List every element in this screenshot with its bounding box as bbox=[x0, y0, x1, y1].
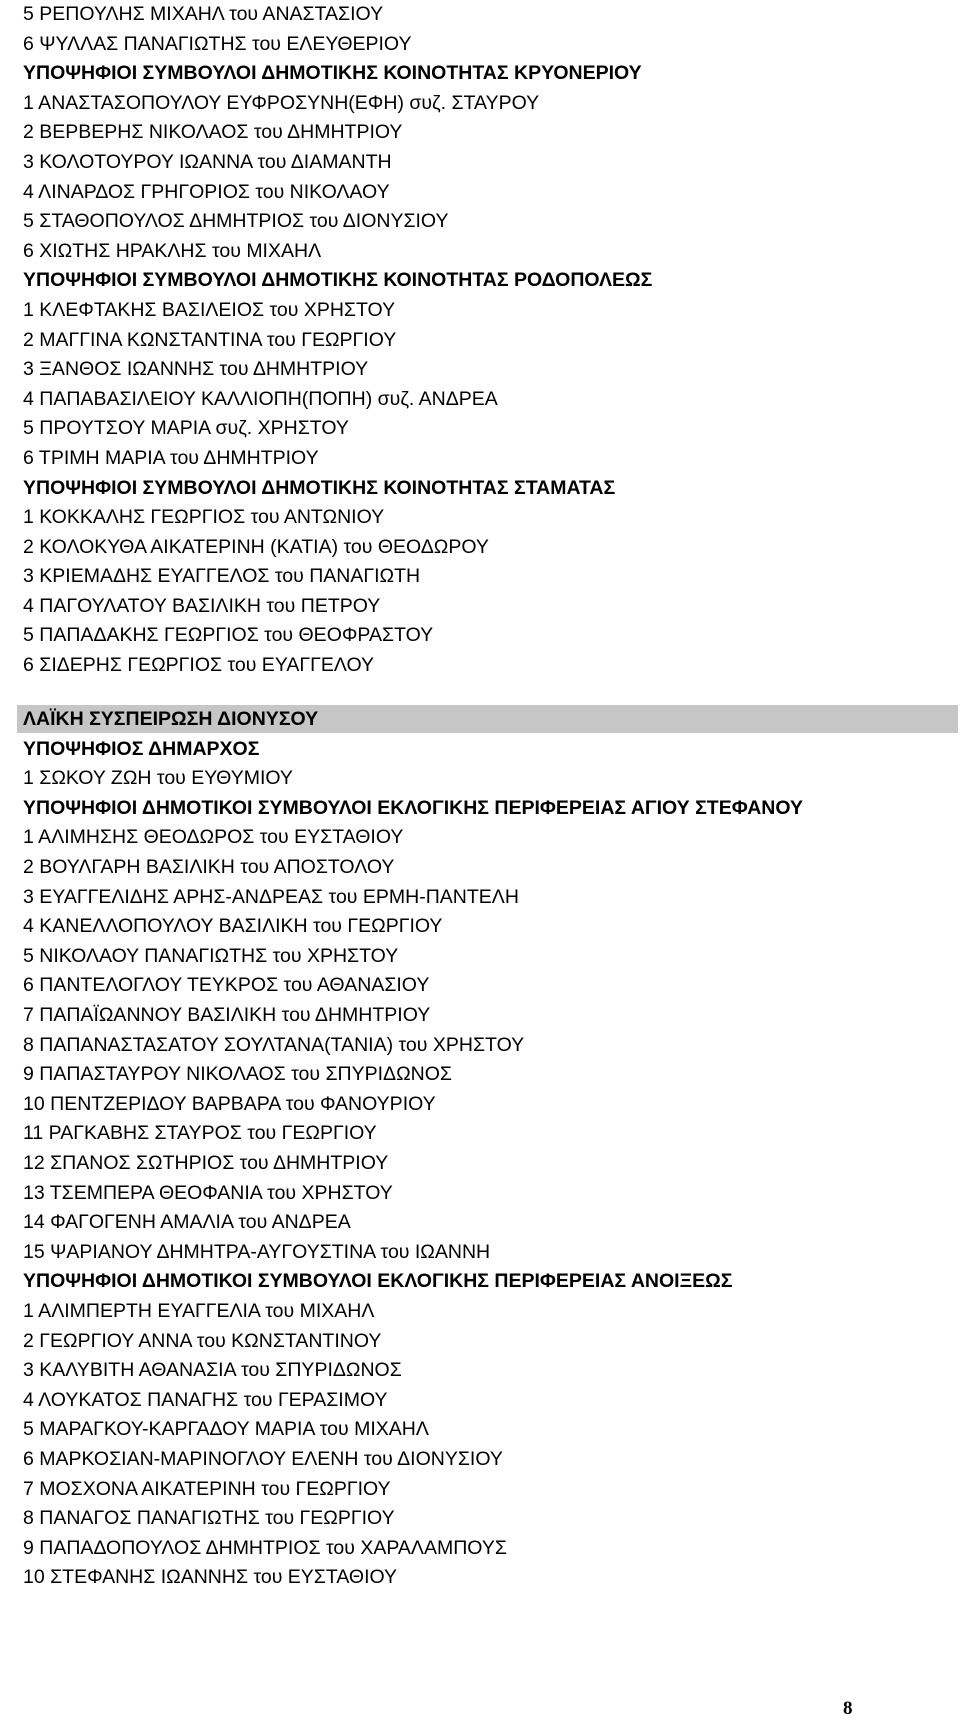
candidate-item: 14 ΦΑΓΟΓΕΝΗ ΑΜΑΛΙΑ του ΑΝΔΡΕΑ bbox=[23, 1211, 351, 1234]
candidate-item: 5 ΠΑΠΑΔΑΚΗΣ ΓΕΩΡΓΙΟΣ του ΘΕΟΦΡΑΣΤΟΥ bbox=[23, 624, 434, 647]
candidate-item: 1 ΑΛΙΜΠΕΡΤΗ ΕΥΑΓΓΕΛΙΑ του ΜΙΧΑΗΛ bbox=[23, 1299, 375, 1322]
candidate-item: 3 ΚΟΛΟΤΟΥΡΟΥ ΙΩΑΝΝΑ του ΔΙΑΜΑΝΤΗ bbox=[23, 150, 392, 173]
candidate-list-bottom bbox=[23, 735, 933, 1593]
candidate-item: 9 ΠΑΠΑΔΟΠΟΥΛΟΣ ΔΗΜΗΤΡΙΟΣ του ΧΑΡΑΛΑΜΠΟΥΣ bbox=[23, 1536, 507, 1559]
party-banner: ΛΑΪΚΗ ΣΥΣΠΕΙΡΩΣΗ ΔΙΟΝΥΣΟΥ bbox=[17, 705, 958, 733]
candidate-item: 4 ΠΑΠΑΒΑΣΙΛΕΙΟΥ ΚΑΛΛΙΟΠΗ(ΠΟΠΗ) συζ. ΑΝΔΡΕΑ bbox=[23, 387, 498, 410]
candidate-item: 10 ΠΕΝΤΖΕΡΙΔΟΥ ΒΑΡΒΑΡΑ του ΦΑΝΟΥΡΙΟΥ bbox=[23, 1092, 436, 1115]
candidate-item: 5 ΜΑΡΑΓΚΟΥ-ΚΑΡΓΑΔΟΥ ΜΑΡΙΑ του ΜΙΧΑΗΛ bbox=[23, 1418, 429, 1441]
candidate-item: 5 ΠΡΟΥΤΣΟΥ ΜΑΡΙΑ συζ. ΧΡΗΣΤΟΥ bbox=[23, 417, 349, 440]
candidate-item: 6 ΣΙΔΕΡΗΣ ΓΕΩΡΓΙΟΣ του ΕΥΑΓΓΕΛΟΥ bbox=[23, 654, 375, 677]
candidate-item: 15 ΨΑΡΙΑΝΟΥ ΔΗΜΗΤΡΑ-ΑΥΓΟΥΣΤΙΝΑ του ΙΩΑΝΝΗ bbox=[23, 1240, 491, 1263]
candidate-item: 7 ΜΟΣΧΟΝΑ ΑΙΚΑΤΕΡΙΝΗ του ΓΕΩΡΓΙΟΥ bbox=[23, 1477, 391, 1500]
section-heading: ΥΠΟΨΗΦΙΟΣ ΔΗΜΑΡΧΟΣ bbox=[23, 737, 260, 760]
candidate-item: 2 ΜΑΓΓΙΝΑ ΚΩΝΣΤΑΝΤΙΝΑ του ΓΕΩΡΓΙΟΥ bbox=[23, 328, 397, 351]
candidate-item: 6 ΧΙΩΤΗΣ ΗΡΑΚΛΗΣ του ΜΙΧΑΗΛ bbox=[23, 239, 322, 262]
candidate-item: 11 ΡΑΓΚΑΒΗΣ ΣΤΑΥΡΟΣ του ΓΕΩΡΓΙΟΥ bbox=[23, 1122, 377, 1145]
section-heading: ΥΠΟΨΗΦΙΟΙ ΣΥΜΒΟΥΛΟΙ ΔΗΜΟΤΙΚΗΣ ΚΟΙΝΟΤΗΤΑΣ ΡΟΔΟΠΟΛΕΩΣ bbox=[23, 269, 653, 292]
candidate-item: 4 ΛΙΝΑΡΔΟΣ ΓΡΗΓΟΡΙΟΣ του ΝΙΚΟΛΑΟΥ bbox=[23, 180, 390, 203]
section-heading: ΥΠΟΨΗΦΙΟΙ ΣΥΜΒΟΥΛΟΙ ΔΗΜΟΤΙΚΗΣ ΚΟΙΝΟΤΗΤΑΣ ΚΡΥΟΝΕΡΙΟΥ bbox=[23, 62, 642, 85]
candidate-item: 5 ΣΤΑΘΟΠΟΥΛΟΣ ΔΗΜΗΤΡΙΟΣ του ΔΙΟΝΥΣΙΟΥ bbox=[23, 210, 449, 233]
candidate-item: 8 ΠΑΝΑΓΟΣ ΠΑΝΑΓΙΩΤΗΣ του ΓΕΩΡΓΙΟΥ bbox=[23, 1507, 395, 1530]
candidate-item: 2 ΓΕΩΡΓΙΟΥ ΑΝΝΑ του ΚΩΝΣΤΑΝΤΙΝΟΥ bbox=[23, 1329, 382, 1352]
candidate-item: 5 ΝΙΚΟΛΑΟΥ ΠΑΝΑΓΙΩΤΗΣ του ΧΡΗΣΤΟΥ bbox=[23, 944, 399, 967]
candidate-item: 3 ΕΥΑΓΓΕΛΙΔΗΣ ΑΡΗΣ-ΑΝΔΡΕΑΣ του ΕΡΜΗ-ΠΑΝΤΕΛΗ bbox=[23, 885, 519, 908]
candidate-item: 6 ΨΥΛΛΑΣ ΠΑΝΑΓΙΩΤΗΣ του ΕΛΕΥΘΕΡΙΟΥ bbox=[23, 32, 412, 55]
candidate-item: 1 ΑΝΑΣΤΑΣΟΠΟΥΛΟΥ ΕΥΦΡΟΣΥΝΗ(ΕΦΗ) συζ. ΣΤΑΥΡΟΥ bbox=[23, 91, 540, 114]
candidate-item: 2 ΚΟΛΟΚΥΘΑ ΑΙΚΑΤΕΡΙΝΗ (ΚΑΤΙΑ) του ΘΕΟΔΩΡΟΥ bbox=[23, 535, 489, 558]
candidate-item: 3 ΞΑΝΘΟΣ ΙΩΑΝΝΗΣ του ΔΗΜΗΤΡΙΟΥ bbox=[23, 358, 369, 381]
section-heading: ΥΠΟΨΗΦΙΟΙ ΔΗΜΟΤΙΚΟΙ ΣΥΜΒΟΥΛΟΙ ΕΚΛΟΓΙΚΗΣ ΠΕΡΙΦΕΡΕΙΑΣ ΑΝΟΙΞΕΩΣ bbox=[23, 1270, 733, 1293]
section-gap bbox=[23, 681, 933, 705]
candidate-item: 3 ΚΑΛΥΒΙΤΗ ΑΘΑΝΑΣΙΑ του ΣΠΥΡΙΔΩΝΟΣ bbox=[23, 1359, 402, 1382]
candidate-item: 7 ΠΑΠΑΪΩΑΝΝΟΥ ΒΑΣΙΛΙΚΗ του ΔΗΜΗΤΡΙΟΥ bbox=[23, 1004, 431, 1026]
candidate-item: 6 ΠΑΝΤΕΛΟΓΛΟΥ ΤΕΥΚΡΟΣ του ΑΘΑΝΑΣΙΟΥ bbox=[23, 974, 430, 997]
candidate-item: 10 ΣΤΕΦΑΝΗΣ ΙΩΑΝΝΗΣ του ΕΥΣΤΑΘΙΟΥ bbox=[23, 1566, 398, 1589]
candidate-item: 13 ΤΣΕΜΠΕΡΑ ΘΕΟΦΑΝΙΑ του ΧΡΗΣΤΟΥ bbox=[23, 1181, 393, 1204]
candidate-item: 12 ΣΠΑΝΟΣ ΣΩΤΗΡΙΟΣ του ΔΗΜΗΤΡΙΟΥ bbox=[23, 1151, 389, 1174]
section-heading: ΥΠΟΨΗΦΙΟΙ ΣΥΜΒΟΥΛΟΙ ΔΗΜΟΤΙΚΗΣ ΚΟΙΝΟΤΗΤΑΣ ΣΤΑΜΑΤΑΣ bbox=[23, 476, 616, 499]
candidate-item: 4 ΠΑΓΟΥΛΑΤΟΥ ΒΑΣΙΛΙΚΗ του ΠΕΤΡΟΥ bbox=[23, 594, 381, 617]
candidate-item: 2 ΒΕΡΒΕΡΗΣ ΝΙΚΟΛΑΟΣ του ΔΗΜΗΤΡΙΟΥ bbox=[23, 121, 403, 144]
page-number: 8 bbox=[843, 1698, 853, 1719]
candidate-item: 6 ΜΑΡΚΟΣΙΑΝ-ΜΑΡΙΝΟΓΛΟΥ ΕΛΕΝΗ του ΔΙΟΝΥΣΙΟΥ bbox=[23, 1447, 503, 1470]
candidate-item: 1 ΣΩΚΟΥ ΖΩΗ του ΕΥΘΥΜΙΟΥ bbox=[23, 767, 293, 790]
candidate-item: 8 ΠΑΠΑΝΑΣΤΑΣΑΤΟΥ ΣΟΥΛΤΑΝΑ(ΤΑΝΙΑ) του ΧΡΗΣΤΟΥ bbox=[23, 1033, 525, 1056]
candidate-list-top bbox=[23, 0, 933, 681]
candidate-item: 5 ΡΕΠΟΥΛΗΣ ΜΙΧΑΗΛ του ΑΝΑΣΤΑΣΙΟΥ bbox=[23, 3, 384, 25]
document-page bbox=[23, 0, 933, 1593]
candidate-item: 1 ΚΛΕΦΤΑΚΗΣ ΒΑΣΙΛΕΙΟΣ του ΧΡΗΣΤΟΥ bbox=[23, 298, 396, 321]
candidate-item: 4 ΛΟΥΚΑΤΟΣ ΠΑΝΑΓΗΣ του ΓΕΡΑΣΙΜΟΥ bbox=[23, 1388, 388, 1411]
candidate-item: 3 ΚΡΙΕΜΑΔΗΣ ΕΥΑΓΓΕΛΟΣ του ΠΑΝΑΓΙΩΤΗ bbox=[23, 565, 421, 588]
candidate-item: 6 ΤΡΙΜΗ ΜΑΡΙΑ του ΔΗΜΗΤΡΙΟΥ bbox=[23, 446, 319, 469]
candidate-item: 4 ΚΑΝΕΛΛΟΠΟΥΛΟΥ ΒΑΣΙΛΙΚΗ του ΓΕΩΡΓΙΟΥ bbox=[23, 915, 443, 938]
candidate-item: 1 ΚΟΚΚΑΛΗΣ ΓΕΩΡΓΙΟΣ του ΑΝΤΩΝΙΟΥ bbox=[23, 506, 385, 529]
candidate-item: 1 ΑΛΙΜΗΣΗΣ ΘΕΟΔΩΡΟΣ του ΕΥΣΤΑΘΙΟΥ bbox=[23, 826, 404, 849]
candidate-item: 2 ΒΟΥΛΓΑΡΗ ΒΑΣΙΛΙΚΗ του ΑΠΟΣΤΟΛΟΥ bbox=[23, 856, 395, 879]
candidate-item: 9 ΠΑΠΑΣΤΑΥΡΟΥ ΝΙΚΟΛΑΟΣ του ΣΠΥΡΙΔΩΝΟΣ bbox=[23, 1063, 452, 1086]
section-heading: ΥΠΟΨΗΦΙΟΙ ΔΗΜΟΤΙΚΟΙ ΣΥΜΒΟΥΛΟΙ ΕΚΛΟΓΙΚΗΣ ΠΕΡΙΦΕΡΕΙΑΣ ΑΓΙΟΥ ΣΤΕΦΑΝΟΥ bbox=[23, 796, 803, 819]
